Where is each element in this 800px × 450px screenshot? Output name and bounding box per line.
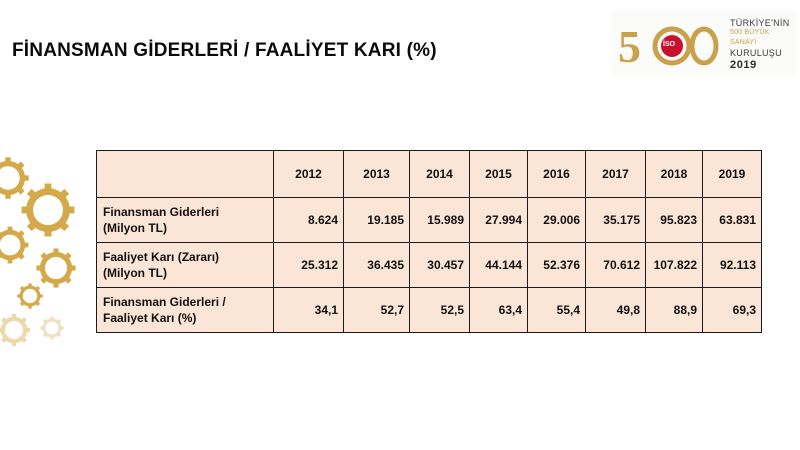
page-title: FİNANSMAN GİDERLERİ / FAALİYET KARI (%)	[12, 40, 437, 61]
header-cell-year: 2012	[274, 151, 344, 198]
logo-year: 2019	[730, 59, 757, 71]
row-label-line: (Milyon TL)	[103, 221, 167, 235]
row-label-line: Finansman Giderleri	[103, 205, 220, 219]
row-label	[97, 198, 274, 243]
table-cell: 52.376	[528, 243, 586, 288]
row-label	[97, 243, 274, 288]
table-row	[97, 198, 762, 243]
gear-icon-large	[22, 184, 75, 237]
header-cell-year: 2016	[528, 151, 586, 198]
table-cell: 52,7	[344, 288, 410, 333]
table-cell: 25.312	[274, 243, 344, 288]
header-cell-year: 2017	[586, 151, 646, 198]
table-cell: 19.185	[344, 198, 410, 243]
table-cell: 92.113	[703, 243, 762, 288]
table-cell: 35.175	[586, 198, 646, 243]
table-row	[97, 288, 762, 333]
table-cell: 69,3	[703, 288, 762, 333]
table-cell: 70.612	[586, 243, 646, 288]
header-cell-year: 2018	[646, 151, 703, 198]
row-label-line: Faaliyet Karı (%)	[103, 311, 197, 325]
table-cell: 29.006	[528, 198, 586, 243]
table-cell: 63.831	[703, 198, 762, 243]
logo-badge-text: İSO	[663, 41, 676, 48]
header-cell-year: 2014	[410, 151, 470, 198]
header-cell-year: 2013	[344, 151, 410, 198]
row-label-line: (Milyon TL)	[103, 266, 167, 280]
gear-icon-right	[36, 248, 75, 287]
table-row	[97, 243, 762, 288]
table-header-row	[97, 151, 762, 198]
gear-icon-top	[0, 157, 29, 198]
table-cell: 44.144	[470, 243, 528, 288]
row-label	[97, 288, 274, 333]
logo-line-turkiyenin: TÜRKİYE'NİN	[730, 18, 790, 28]
header-cell-year: 2019	[703, 151, 762, 198]
finance-table	[96, 150, 762, 333]
table-cell: 88,9	[646, 288, 703, 333]
table-cell: 63,4	[470, 288, 528, 333]
gear-icon-bottom	[0, 314, 30, 346]
gear-icon-middle	[0, 227, 28, 264]
gears-icon	[0, 150, 95, 350]
table-cell: 107.822	[646, 243, 703, 288]
header-cell-year: 2015	[470, 151, 528, 198]
table-cell: 30.457	[410, 243, 470, 288]
row-label-line: Finansman Giderleri /	[103, 295, 226, 309]
table-cell: 55,4	[528, 288, 586, 333]
logo-digit-five: 5	[618, 21, 641, 72]
table-cell: 36.435	[344, 243, 410, 288]
logo-text-block	[730, 18, 796, 72]
iso-500-logo	[612, 10, 796, 76]
table-cell: 95.823	[646, 198, 703, 243]
row-label-line: Faaliyet Karı (Zararı)	[103, 250, 220, 264]
logo-line-kurulusu: KURULUŞU	[730, 48, 782, 58]
table-cell: 15.989	[410, 198, 470, 243]
gear-icon-faint	[41, 317, 64, 340]
table-cell: 52,5	[410, 288, 470, 333]
gear-icon-small	[17, 283, 42, 308]
table-cell: 8.624	[274, 198, 344, 243]
table-cell: 34,1	[274, 288, 344, 333]
table-cell: 49,8	[586, 288, 646, 333]
header-cell-empty	[97, 151, 274, 198]
logo-line-500-buyuk: 500 BÜYÜK SANAYİ	[730, 29, 770, 46]
table-cell: 27.994	[470, 198, 528, 243]
